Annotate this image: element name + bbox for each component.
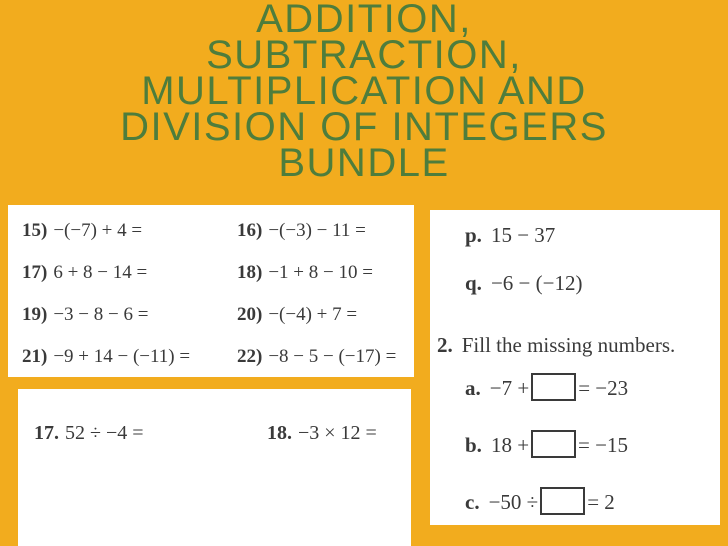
problem-expression: −3 × 12 = xyxy=(298,422,377,444)
expression-before: 18 + xyxy=(490,433,530,457)
title-line-4: DIVISION OF INTEGERS xyxy=(120,105,608,149)
problem-number: 21) xyxy=(22,346,48,367)
problem xyxy=(22,346,190,367)
problem xyxy=(465,220,555,250)
problem-number: 20) xyxy=(237,304,263,325)
section-heading-text: Fill the missing numbers. xyxy=(461,333,676,357)
problem-row xyxy=(22,262,408,284)
problem-expression: 15 − 37 xyxy=(490,223,556,247)
answer-box xyxy=(531,430,576,458)
worksheet-card-multiplication-division xyxy=(18,389,411,546)
problem-number: 18) xyxy=(237,262,263,283)
answer-box xyxy=(540,487,585,515)
problem-label: a. xyxy=(465,376,481,400)
problem-row xyxy=(22,346,408,368)
problem-number: 19) xyxy=(22,304,48,325)
problem xyxy=(267,422,377,445)
title-line-3: MULTIPLICATION AND xyxy=(141,69,587,113)
problem-expression: −9 + 14 − (−11) = xyxy=(53,346,191,367)
problem-row xyxy=(34,422,407,445)
problem-number: 15) xyxy=(22,220,48,241)
problem xyxy=(237,346,396,368)
title-line-5: BUNDLE xyxy=(278,141,450,185)
problem-label: c. xyxy=(465,490,480,514)
problem-number: 17) xyxy=(22,262,48,283)
problem xyxy=(22,304,148,325)
problem xyxy=(237,220,366,242)
worksheet-card-addition-subtraction xyxy=(8,205,414,377)
problem-number: 22) xyxy=(237,346,263,367)
problem-label: q. xyxy=(465,271,482,295)
fill-problem xyxy=(465,487,615,517)
problem-number: 17. xyxy=(34,422,59,444)
title-line-1: ADDITION, xyxy=(256,0,472,41)
problem xyxy=(22,262,147,283)
page-title xyxy=(0,0,728,185)
problem-label: b. xyxy=(465,433,482,457)
answer-box xyxy=(531,373,576,401)
problem xyxy=(237,262,373,284)
problem-expression: 52 ÷ −4 = xyxy=(65,422,144,444)
section-heading xyxy=(437,330,675,360)
problem-expression: −(−4) + 7 = xyxy=(268,304,358,325)
problem-label: p. xyxy=(465,223,482,247)
problem xyxy=(34,422,144,444)
title-line-2: SUBTRACTION, xyxy=(206,33,522,77)
problem-expression: −(−7) + 4 = xyxy=(53,220,143,241)
problem-expression: −6 − (−12) xyxy=(490,271,583,295)
fill-problem xyxy=(465,430,628,460)
expression-before: −7 + xyxy=(489,376,530,400)
problem xyxy=(465,268,582,298)
worksheet-card-missing-numbers xyxy=(430,210,720,525)
expression-after: = −15 xyxy=(578,433,628,457)
section-number: 2. xyxy=(437,333,453,357)
problem-number: 18. xyxy=(267,422,292,444)
problem-expression: −3 − 8 − 6 = xyxy=(53,304,149,325)
problem-expression: −8 − 5 − (−17) = xyxy=(268,346,397,367)
problem-expression: −1 + 8 − 10 = xyxy=(268,262,373,283)
fill-problem xyxy=(465,373,628,403)
problem-expression: 6 + 8 − 14 = xyxy=(53,262,148,283)
problem-row xyxy=(22,220,408,242)
problem-expression: −(−3) − 11 = xyxy=(268,220,366,241)
problem xyxy=(237,304,357,326)
problem-number: 16) xyxy=(237,220,263,241)
expression-before: −50 ÷ xyxy=(488,490,539,514)
expression-after: = 2 xyxy=(587,490,615,514)
problem-row xyxy=(22,304,408,326)
expression-after: = −23 xyxy=(578,376,629,400)
problem xyxy=(22,220,142,241)
